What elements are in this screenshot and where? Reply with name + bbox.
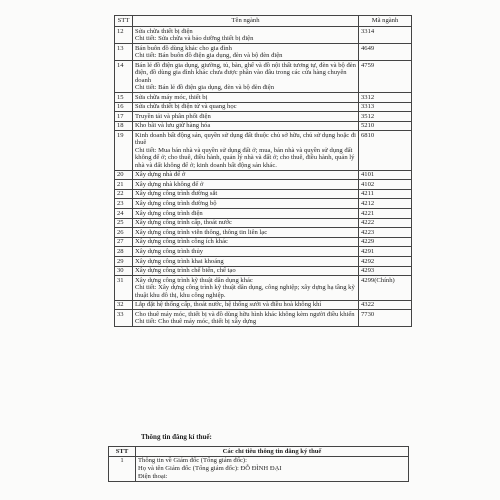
row-industry-name [133, 310, 359, 327]
row-industry-code: 7730 [359, 310, 412, 327]
row-industry-name [133, 256, 359, 266]
row-industry-code: 4649 [359, 44, 412, 61]
industry-name-line: Xây dựng nhà để ở [135, 171, 186, 179]
row-industry-code: 4223 [359, 228, 412, 238]
table-row [115, 218, 412, 228]
row-industry-code: 3314 [359, 27, 412, 44]
row-industry-name [133, 112, 359, 122]
table-row [109, 456, 409, 481]
industry-name-line: Sửa chữa thiết bị điện [135, 27, 193, 35]
row-industry-name [133, 266, 359, 276]
row-industry-name [133, 247, 359, 257]
row-industry-code: 4211 [359, 189, 412, 199]
row-industry-name [133, 102, 359, 112]
industry-name-line: Xây dựng công trình điện [135, 209, 203, 217]
tax-row-stt: 1 [109, 456, 136, 481]
row-industry-name [133, 199, 359, 209]
row-stt: 27 [115, 237, 133, 247]
industry-name-line: Kho bãi và lưu giữ hàng hóa [135, 122, 211, 130]
row-industry-name [133, 44, 359, 61]
row-industry-name [133, 208, 359, 218]
industry-name-line: Kinh doanh bất động sản, quyền sử dụng đất thuộc chủ sở hữu, chủ sử dụng hoặc đi thuê [135, 131, 356, 147]
row-industry-code: 6810 [359, 131, 412, 170]
row-stt: 19 [115, 131, 133, 170]
industry-name-line: Bán buôn đồ dùng khác cho gia đình [135, 44, 232, 52]
row-stt: 20 [115, 170, 133, 180]
row-industry-code: 4299(Chính) [359, 276, 412, 300]
tax-header-fields: Các chỉ tiêu thông tin đăng ký thuế [136, 447, 409, 457]
industry-detail-line: Chi tiết: Xây dựng công trình kỹ thuật dân dụng, công nghiệp; xây dựng hạ tầng kỹ thuật khu đô thị, khu công nghiệp. [135, 284, 355, 299]
table-row [115, 121, 412, 131]
row-stt: 12 [115, 27, 133, 44]
row-stt: 31 [115, 276, 133, 300]
row-industry-name [133, 228, 359, 238]
row-industry-name [133, 131, 359, 170]
table-row [115, 44, 412, 61]
row-industry-code: 4291 [359, 247, 412, 257]
header-industry-name: Tên ngành [133, 16, 359, 27]
row-industry-code: 3312 [359, 93, 412, 103]
row-industry-name [133, 237, 359, 247]
row-stt: 24 [115, 208, 133, 218]
industry-name-line: Xây dựng nhà không để ở [135, 180, 204, 188]
industry-name-line: Xây dựng công trình chế biến, chế tạo [135, 267, 236, 275]
row-industry-code: 3512 [359, 112, 412, 122]
table-row [115, 27, 412, 44]
row-industry-name [133, 170, 359, 180]
table-row [115, 228, 412, 238]
row-industry-name [133, 121, 359, 131]
row-industry-code: 4759 [359, 61, 412, 93]
industry-detail-line: Chi tiết: Mua bán nhà và quyền sử dụng đất ở; mua, bán nhà và quyền sử dụng đất không để ở; cho thuê, điều hành, quản lý nhà và đất ở; cho thuê, điều hành, quản lý nhà và đất không để ở; kinh doanh bất động sản khác. [135, 146, 355, 169]
table-row [115, 102, 412, 112]
row-industry-code: 4229 [359, 237, 412, 247]
row-industry-code: 5210 [359, 121, 412, 131]
industry-detail-line: Chi tiết: Cho thuê máy móc, thiết bị xây dựng [135, 318, 257, 326]
row-stt: 22 [115, 189, 133, 199]
industry-table-header [115, 16, 412, 27]
industry-name-line: Xây dựng công trình khai khoáng [135, 257, 224, 265]
industry-name-line: Sửa chữa thiết bị điện tử và quang học [135, 103, 237, 111]
row-stt: 33 [115, 310, 133, 327]
row-industry-code: 4222 [359, 218, 412, 228]
industry-name-line: Lắp đặt hệ thống cấp, thoát nước, hệ thống sưởi và điều hoà không khí [135, 301, 322, 309]
row-stt: 32 [115, 300, 133, 310]
header-stt: STT [115, 16, 133, 27]
row-industry-name [133, 189, 359, 199]
industry-name-line: Cho thuê máy móc, thiết bị và đồ dùng hữu hình khác không kèm người điều khiển [135, 310, 355, 318]
tax-info-table [108, 446, 409, 482]
row-industry-name [133, 180, 359, 190]
header-industry-code: Mã ngành [359, 16, 412, 27]
tax-table-body [109, 456, 409, 481]
row-industry-name [133, 276, 359, 300]
industry-detail-line: Chi tiết: Sửa chữa và bảo dưỡng thiết bị điện [135, 35, 254, 43]
table-row [115, 256, 412, 266]
row-industry-name [133, 300, 359, 310]
industry-name-line: Xây dựng công trình viễn thông, thông tin liên lạc [135, 228, 268, 236]
industry-name-line: Xây dựng công trình cấp, thoát nước [135, 219, 232, 227]
row-stt: 17 [115, 112, 133, 122]
industry-name-line: Xây dựng công trình kỹ thuật dân dụng khác [135, 276, 253, 284]
table-row [115, 93, 412, 103]
industry-detail-line: Chi tiết: Bán buôn đồ điện gia dụng, đèn và bộ đèn điện [135, 52, 283, 60]
industry-table-body [115, 27, 412, 327]
row-industry-code: 4322 [359, 300, 412, 310]
row-stt: 21 [115, 180, 133, 190]
row-stt: 15 [115, 93, 133, 103]
table-row [115, 300, 412, 310]
tax-info-line: Thông tin về Giám đốc (Tổng giám đốc): [138, 457, 247, 465]
row-industry-name [133, 218, 359, 228]
row-industry-name [133, 61, 359, 93]
table-row [115, 131, 412, 170]
tax-row-content [136, 456, 409, 481]
industry-name-line: Xây dựng công trình đường sắt [135, 190, 218, 198]
tax-header-stt: STT [109, 447, 136, 457]
row-stt: 25 [115, 218, 133, 228]
table-row [115, 112, 412, 122]
table-row [115, 199, 412, 209]
industry-name-line: Truyền tải và phân phối điện [135, 112, 211, 120]
industry-name-line: Sửa chữa máy móc, thiết bị [135, 93, 208, 101]
table-row [115, 247, 412, 257]
table-row [115, 208, 412, 218]
row-stt: 28 [115, 247, 133, 257]
row-stt: 18 [115, 121, 133, 131]
row-industry-code: 4292 [359, 256, 412, 266]
row-industry-name [133, 27, 359, 44]
row-stt: 14 [115, 61, 133, 93]
table-row [115, 237, 412, 247]
row-stt: 16 [115, 102, 133, 112]
row-industry-code: 4212 [359, 199, 412, 209]
table-row [115, 276, 412, 300]
tax-info-line: Điện thoại: [138, 472, 168, 480]
industry-name-line: Xây dựng công trình đường bộ [135, 199, 217, 207]
row-stt: 29 [115, 256, 133, 266]
row-stt: 23 [115, 199, 133, 209]
row-stt: 13 [115, 44, 133, 61]
row-industry-code: 3313 [359, 102, 412, 112]
industry-table [114, 15, 412, 327]
industry-detail-line: Chi tiết: Bán lẻ đồ điện gia dụng, đèn và bộ đèn điện [135, 84, 274, 91]
tax-table-header [109, 447, 409, 457]
table-row [115, 266, 412, 276]
industry-name-line: Bán lẻ đồ điện gia dụng, giường, tủ, bàn, ghế và đồ nội thất tương tự, đèn và bộ đèn điện, đồ dùng gia đình khác chưa được phân vào đâu trong các cửa hàng chuyên doanh [135, 61, 356, 84]
table-row [115, 180, 412, 190]
table-row [115, 310, 412, 327]
row-industry-code: 4101 [359, 170, 412, 180]
industry-name-line: Xây dựng công trình thủy [135, 247, 204, 255]
tax-section-title: Thông tin đăng kí thuế: [141, 433, 212, 441]
industry-name-line: Xây dựng công trình công ích khác [135, 238, 228, 246]
table-row [115, 61, 412, 93]
table-row [115, 170, 412, 180]
row-industry-name [133, 93, 359, 103]
row-stt: 26 [115, 228, 133, 238]
row-industry-code: 4102 [359, 180, 412, 190]
row-industry-code: 4221 [359, 208, 412, 218]
row-stt: 30 [115, 266, 133, 276]
tax-info-line: Họ và tên Giám đốc (Tổng giám đốc): ĐỖ ĐÌNH ĐẠI [138, 464, 282, 472]
table-row [115, 189, 412, 199]
row-industry-code: 4293 [359, 266, 412, 276]
